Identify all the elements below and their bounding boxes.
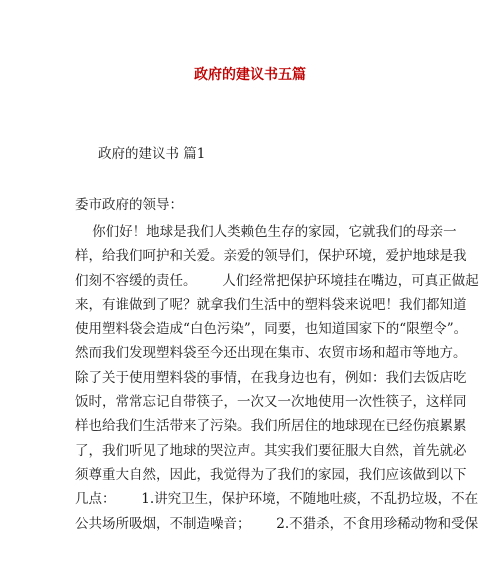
salutation: 委市政府的领导： xyxy=(75,197,183,213)
body-line: 你们好！地球是我们人类赖色生存的家园，它就我们的母亲一 xyxy=(75,224,457,240)
body-line: 须尊重大自然，因此，我觉得为了我们的家园，我们应该做到以下 xyxy=(75,466,467,483)
section-title: 政府的建议书 篇1 xyxy=(98,146,206,162)
body-line: 几点： 1.讲究卫生，保护环境，不随地吐痰，不乱扔垃圾，不在 xyxy=(75,491,479,508)
body-line: 了，我们听见了地球的哭泣声。其实我们要征服大自然，首先就必 xyxy=(75,442,467,459)
body-line: 除了关于使用塑料袋的事情，在我身边也有，例如：我们去饭店吃 xyxy=(75,369,467,386)
body-line: 样，给我们呵护和关爱。亲爱的领导们，保护环境，爱护地球是我 xyxy=(75,248,467,265)
document-title: 政府的建议书五篇 xyxy=(194,67,306,83)
letter-body xyxy=(75,220,479,536)
body-line: 饭时，常常忘记自带筷子，一次又一次地使用一次性筷子，这样同 xyxy=(75,394,467,411)
body-line: 然而我们发现塑料袋至今还出现在集市、农贸市场和超市等地方。 xyxy=(75,345,467,362)
body-line: 们刻不容缓的责任。 人们经常把保护环境挂在嘴边，可真正做起 xyxy=(75,272,479,289)
body-line: 使用塑料袋会造成“白色污染”，同要，也知道国家下的“限塑令”。 xyxy=(75,321,468,338)
body-line: 来，有谁做到了呢？就拿我们生活中的塑料袋来说吧！我们都知道 xyxy=(75,296,467,313)
body-line: 样也给我们生活带来了污染。我们所居住的地球现在已经伤痕累累 xyxy=(75,418,467,435)
body-line: 公共场所吸烟，不制造噪音； 2.不猎杀，不食用珍稀动物和受保 xyxy=(75,515,479,532)
